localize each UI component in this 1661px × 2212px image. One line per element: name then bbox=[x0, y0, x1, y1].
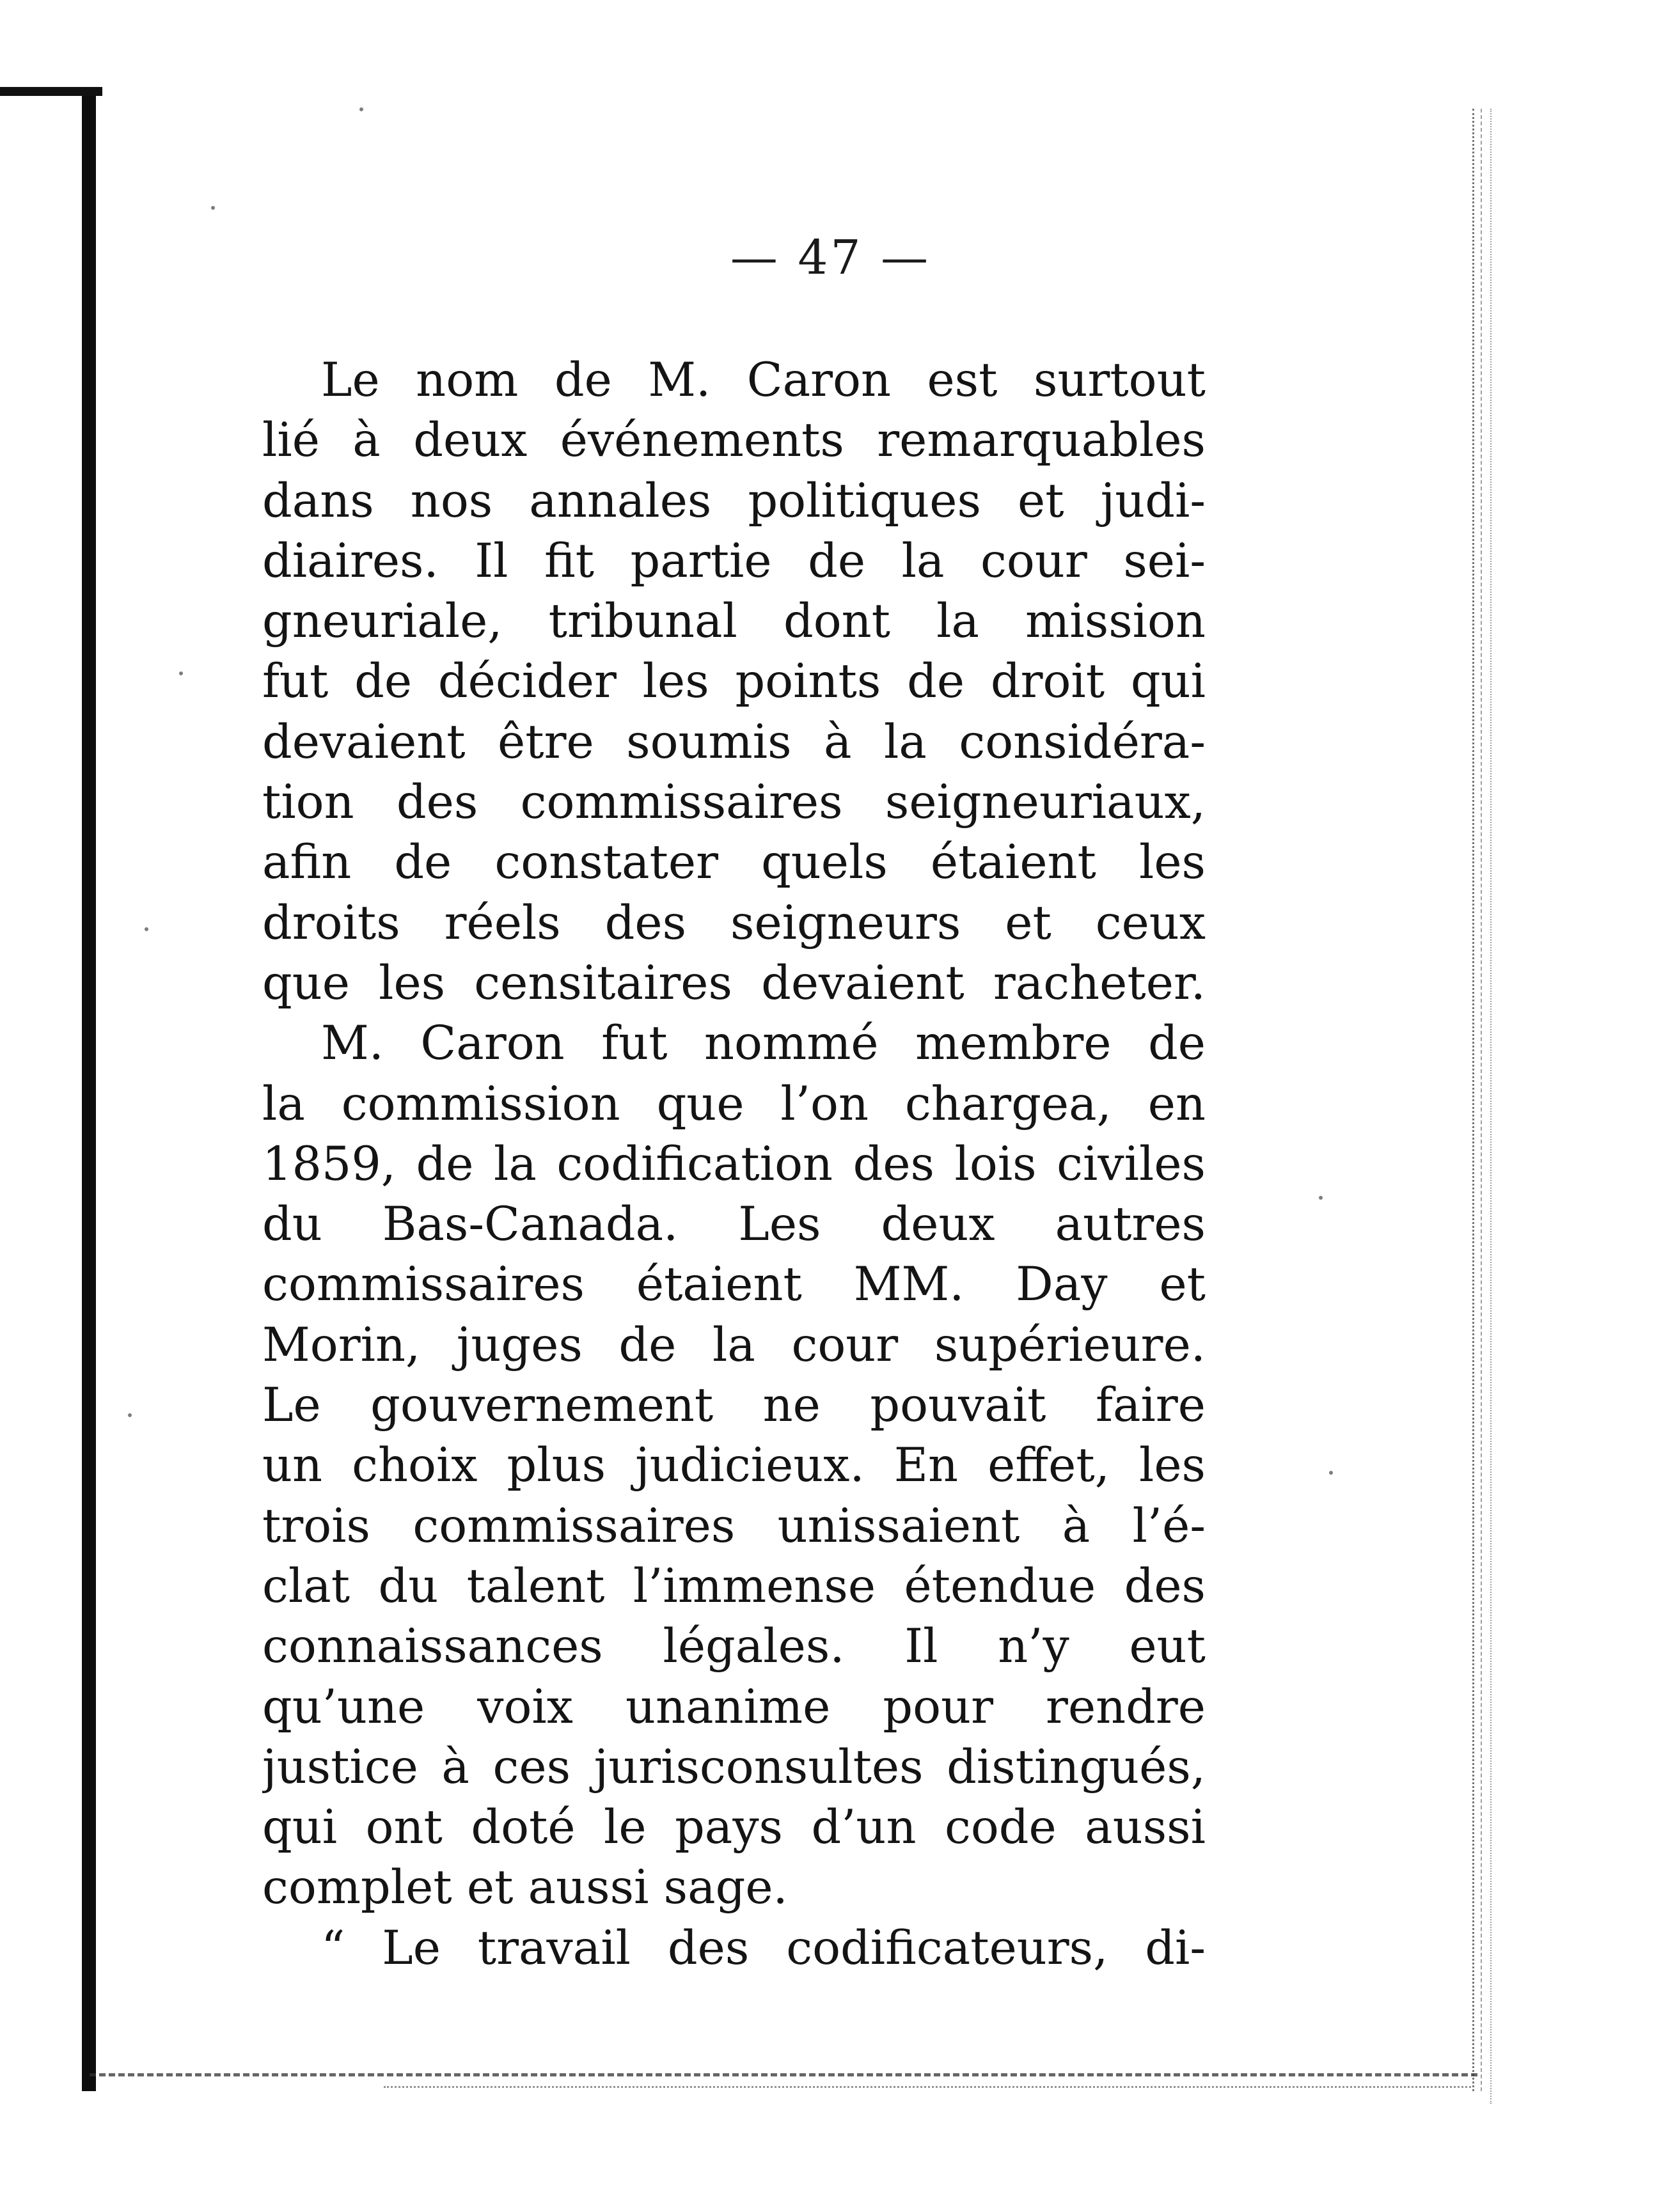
text-line: Le gouvernement ne pouvait faire bbox=[262, 1378, 1206, 1433]
text-line: qu’une voix unanime pour rendre bbox=[262, 1679, 1206, 1734]
page-edge-bottom bbox=[90, 2073, 1477, 2083]
text-line: Le nom de M. Caron est surtout bbox=[321, 353, 1206, 407]
text-line: droits réels des seigneurs et ceux bbox=[262, 895, 1206, 950]
scan-speck bbox=[128, 1413, 132, 1417]
page-number: — 47 — bbox=[730, 230, 931, 285]
text-line: fut de décider les points de droit qui bbox=[262, 654, 1206, 709]
text-line: la commission que l’on chargea, en bbox=[262, 1076, 1206, 1131]
text-line: devaient être soumis à la considéra- bbox=[262, 714, 1206, 769]
text-line: commissaires étaient MM. Day et bbox=[262, 1257, 1206, 1312]
text-line: gneuriale, tribunal dont la mission bbox=[262, 594, 1206, 649]
text-line: du Bas-Canada. Les deux autres bbox=[262, 1197, 1206, 1252]
page-edge-top-left bbox=[0, 87, 102, 96]
text-line: complet et aussi sage. bbox=[262, 1860, 788, 1915]
text-line: un choix plus judicieux. En effet, les bbox=[262, 1438, 1206, 1493]
text-line: diaires. Il fit partie de la cour sei- bbox=[262, 533, 1206, 588]
scan-speck bbox=[1329, 1471, 1333, 1475]
text-line: tion des commissaires seigneuriaux, bbox=[262, 775, 1206, 830]
text-line: lié à deux événements remarquables bbox=[262, 413, 1206, 468]
text-line: clat du talent l’immense étendue des bbox=[262, 1558, 1206, 1613]
scan-speck bbox=[211, 206, 215, 210]
text-line: qui ont doté le pays d’un code aussi bbox=[262, 1800, 1206, 1855]
text-line: connaissances légales. Il n’y eut bbox=[262, 1619, 1206, 1674]
body-text bbox=[262, 350, 1206, 1979]
page-edge-left bbox=[82, 96, 96, 2091]
text-line: dans nos annales politiques et judi- bbox=[262, 473, 1206, 528]
text-line: trois commissaires unissaient à l’é- bbox=[262, 1498, 1206, 1553]
text-line: “ Le travail des codificateurs, di- bbox=[321, 1920, 1206, 1975]
scan-speck bbox=[1319, 1196, 1323, 1200]
text-line: que les censitaires devaient racheter. bbox=[262, 955, 1206, 1010]
scan-speck bbox=[179, 671, 183, 675]
text-line: Morin, juges de la cour supérieure. bbox=[262, 1317, 1206, 1372]
text-line: 1859, de la codification des lois civiles bbox=[262, 1136, 1206, 1191]
page-edge-right bbox=[1472, 109, 1482, 2091]
page-edge-right-inner bbox=[1490, 109, 1495, 2104]
scan-speck bbox=[359, 107, 363, 111]
text-line: M. Caron fut nommé membre de bbox=[321, 1016, 1206, 1071]
text-line: justice à ces jurisconsultes distingués, bbox=[262, 1739, 1206, 1794]
page-edge-bottom-inner bbox=[384, 2086, 1471, 2092]
scan-speck bbox=[145, 927, 148, 931]
text-line: afin de constater quels étaient les bbox=[262, 835, 1206, 890]
